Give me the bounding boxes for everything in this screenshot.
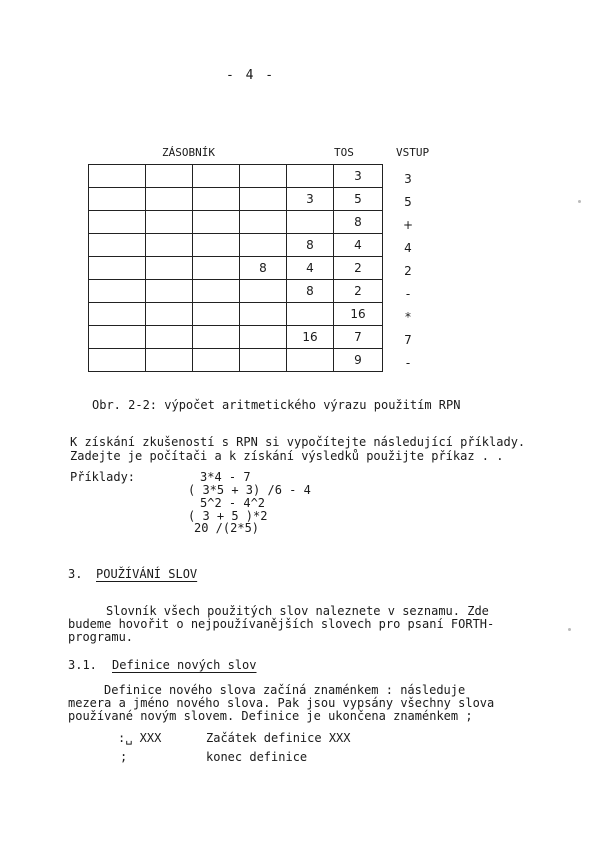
stack-cell	[240, 349, 287, 372]
def-text-start: Začátek definice XXX	[206, 731, 351, 745]
stack-cell	[146, 257, 193, 280]
stack-cell	[287, 303, 334, 326]
stack-cell	[240, 188, 287, 211]
section-31-title: Definice nových slov	[112, 658, 257, 672]
stack-cell	[240, 211, 287, 234]
stack-cell	[193, 326, 240, 349]
stack-cell	[89, 188, 146, 211]
input-value: *	[405, 310, 411, 324]
section-3-title: POUŽÍVÁNÍ SLOV	[96, 567, 198, 581]
input-value: 4	[404, 241, 412, 255]
stack-cell	[287, 165, 334, 188]
stack-cell	[240, 234, 287, 257]
stack-cell	[89, 349, 146, 372]
stack-cell	[240, 303, 287, 326]
stack-cell: 3	[287, 188, 334, 211]
stack-cell	[146, 303, 193, 326]
figure-caption: Obr. 2-2: výpočet aritmetického výrazu použitím RPN	[92, 398, 461, 412]
intro-line-1: K získání zkušeností s RPN si vypočítejte následující příklady.	[70, 435, 526, 449]
stack-cell	[193, 165, 240, 188]
stack-cell	[89, 234, 146, 257]
stack-row	[89, 234, 383, 257]
stack-cell	[193, 303, 240, 326]
stack-cell	[89, 326, 146, 349]
examples-label: Příklady:	[70, 470, 136, 484]
stack-row	[89, 326, 383, 349]
stack-cell	[240, 280, 287, 303]
tos-cell: 2	[334, 280, 383, 303]
input-value: 2	[404, 264, 412, 278]
stack-cell	[146, 211, 193, 234]
stack-header: ZÁSOBNÍK	[162, 146, 215, 159]
stack-row	[89, 211, 383, 234]
tos-cell: 9	[334, 349, 383, 372]
stack-cell: 8	[287, 234, 334, 257]
example-4: ( 3 + 5 )*2	[188, 509, 268, 523]
section-31-line-1: Definice nového slova začíná znaménkem : následuje	[104, 683, 466, 697]
scan-speck	[578, 200, 581, 203]
example-1: 3*4 - 7	[200, 470, 251, 484]
stack-cell	[193, 349, 240, 372]
stack-cell	[146, 326, 193, 349]
stack-cell	[146, 234, 193, 257]
stack-row	[89, 165, 383, 188]
stack-cell	[193, 234, 240, 257]
stack-cell	[146, 349, 193, 372]
input-value: -	[405, 287, 411, 301]
example-5: 20 /(2*5)	[194, 521, 260, 535]
stack-cell	[146, 188, 193, 211]
input-value: 3	[404, 172, 412, 186]
stack-cell	[89, 257, 146, 280]
stack-cell	[287, 349, 334, 372]
stack-cell	[193, 257, 240, 280]
stack-row	[89, 257, 383, 280]
stack-cell	[193, 188, 240, 211]
section-31-line-3: používané novým slovem. Definice je ukončena znaménkem ;	[68, 709, 473, 723]
stack-cell	[146, 165, 193, 188]
input-value: 5	[404, 195, 412, 209]
stack-cell: 8	[287, 280, 334, 303]
tos-header: TOS	[334, 146, 354, 159]
section-3-line-2: budeme hovořit o nejpoužívanějších slovech pro psaní FORTH-	[68, 617, 495, 631]
stack-row	[89, 349, 383, 372]
tos-cell: 3	[334, 165, 383, 188]
intro-line-2: Zadejte je počítači a k získání výsledků použijte příkaz . .	[70, 449, 504, 463]
stack-cell	[287, 211, 334, 234]
scan-speck	[568, 628, 571, 631]
section-3-line-3: programu.	[68, 630, 134, 644]
section-31-number: 3.1.	[68, 658, 97, 672]
stack-cell	[146, 280, 193, 303]
tos-cell: 2	[334, 257, 383, 280]
example-3: 5^2 - 4^2	[200, 496, 266, 510]
stack-cell: 4	[287, 257, 334, 280]
section-31-line-2: mezera a jméno nového slova. Pak jsou vypsány všechny slova	[68, 696, 495, 710]
input-value: -	[405, 356, 411, 370]
input-value: 7	[404, 333, 412, 347]
page-number: - 4 -	[226, 68, 276, 83]
input-header: VSTUP	[396, 146, 430, 159]
stack-cell	[240, 326, 287, 349]
stack-row	[89, 303, 383, 326]
def-text-end: konec definice	[206, 750, 308, 764]
stack-cell	[89, 280, 146, 303]
stack-row	[89, 188, 383, 211]
stack-cell: 8	[240, 257, 287, 280]
stack-cell	[89, 165, 146, 188]
stack-cell	[193, 211, 240, 234]
tos-cell: 7	[334, 326, 383, 349]
section-3-line-1: Slovník všech použitých slov naleznete v seznamu. Zde	[106, 604, 489, 618]
def-symbol-end: ;	[120, 750, 128, 764]
stack-cell	[240, 165, 287, 188]
section-3-number: 3.	[68, 567, 83, 581]
def-symbol-start: :␣ XXX	[118, 731, 162, 745]
stack-cell: 16	[287, 326, 334, 349]
stack-cell	[193, 280, 240, 303]
tos-cell: 8	[334, 211, 383, 234]
stack-row	[89, 280, 383, 303]
input-value: +	[402, 218, 414, 232]
tos-cell: 16	[334, 303, 383, 326]
tos-cell: 4	[334, 234, 383, 257]
stack-cell	[89, 211, 146, 234]
stack-table	[88, 164, 383, 372]
tos-cell: 5	[334, 188, 383, 211]
example-2: ( 3*5 + 3) /6 - 4	[188, 483, 311, 497]
stack-cell	[89, 303, 146, 326]
